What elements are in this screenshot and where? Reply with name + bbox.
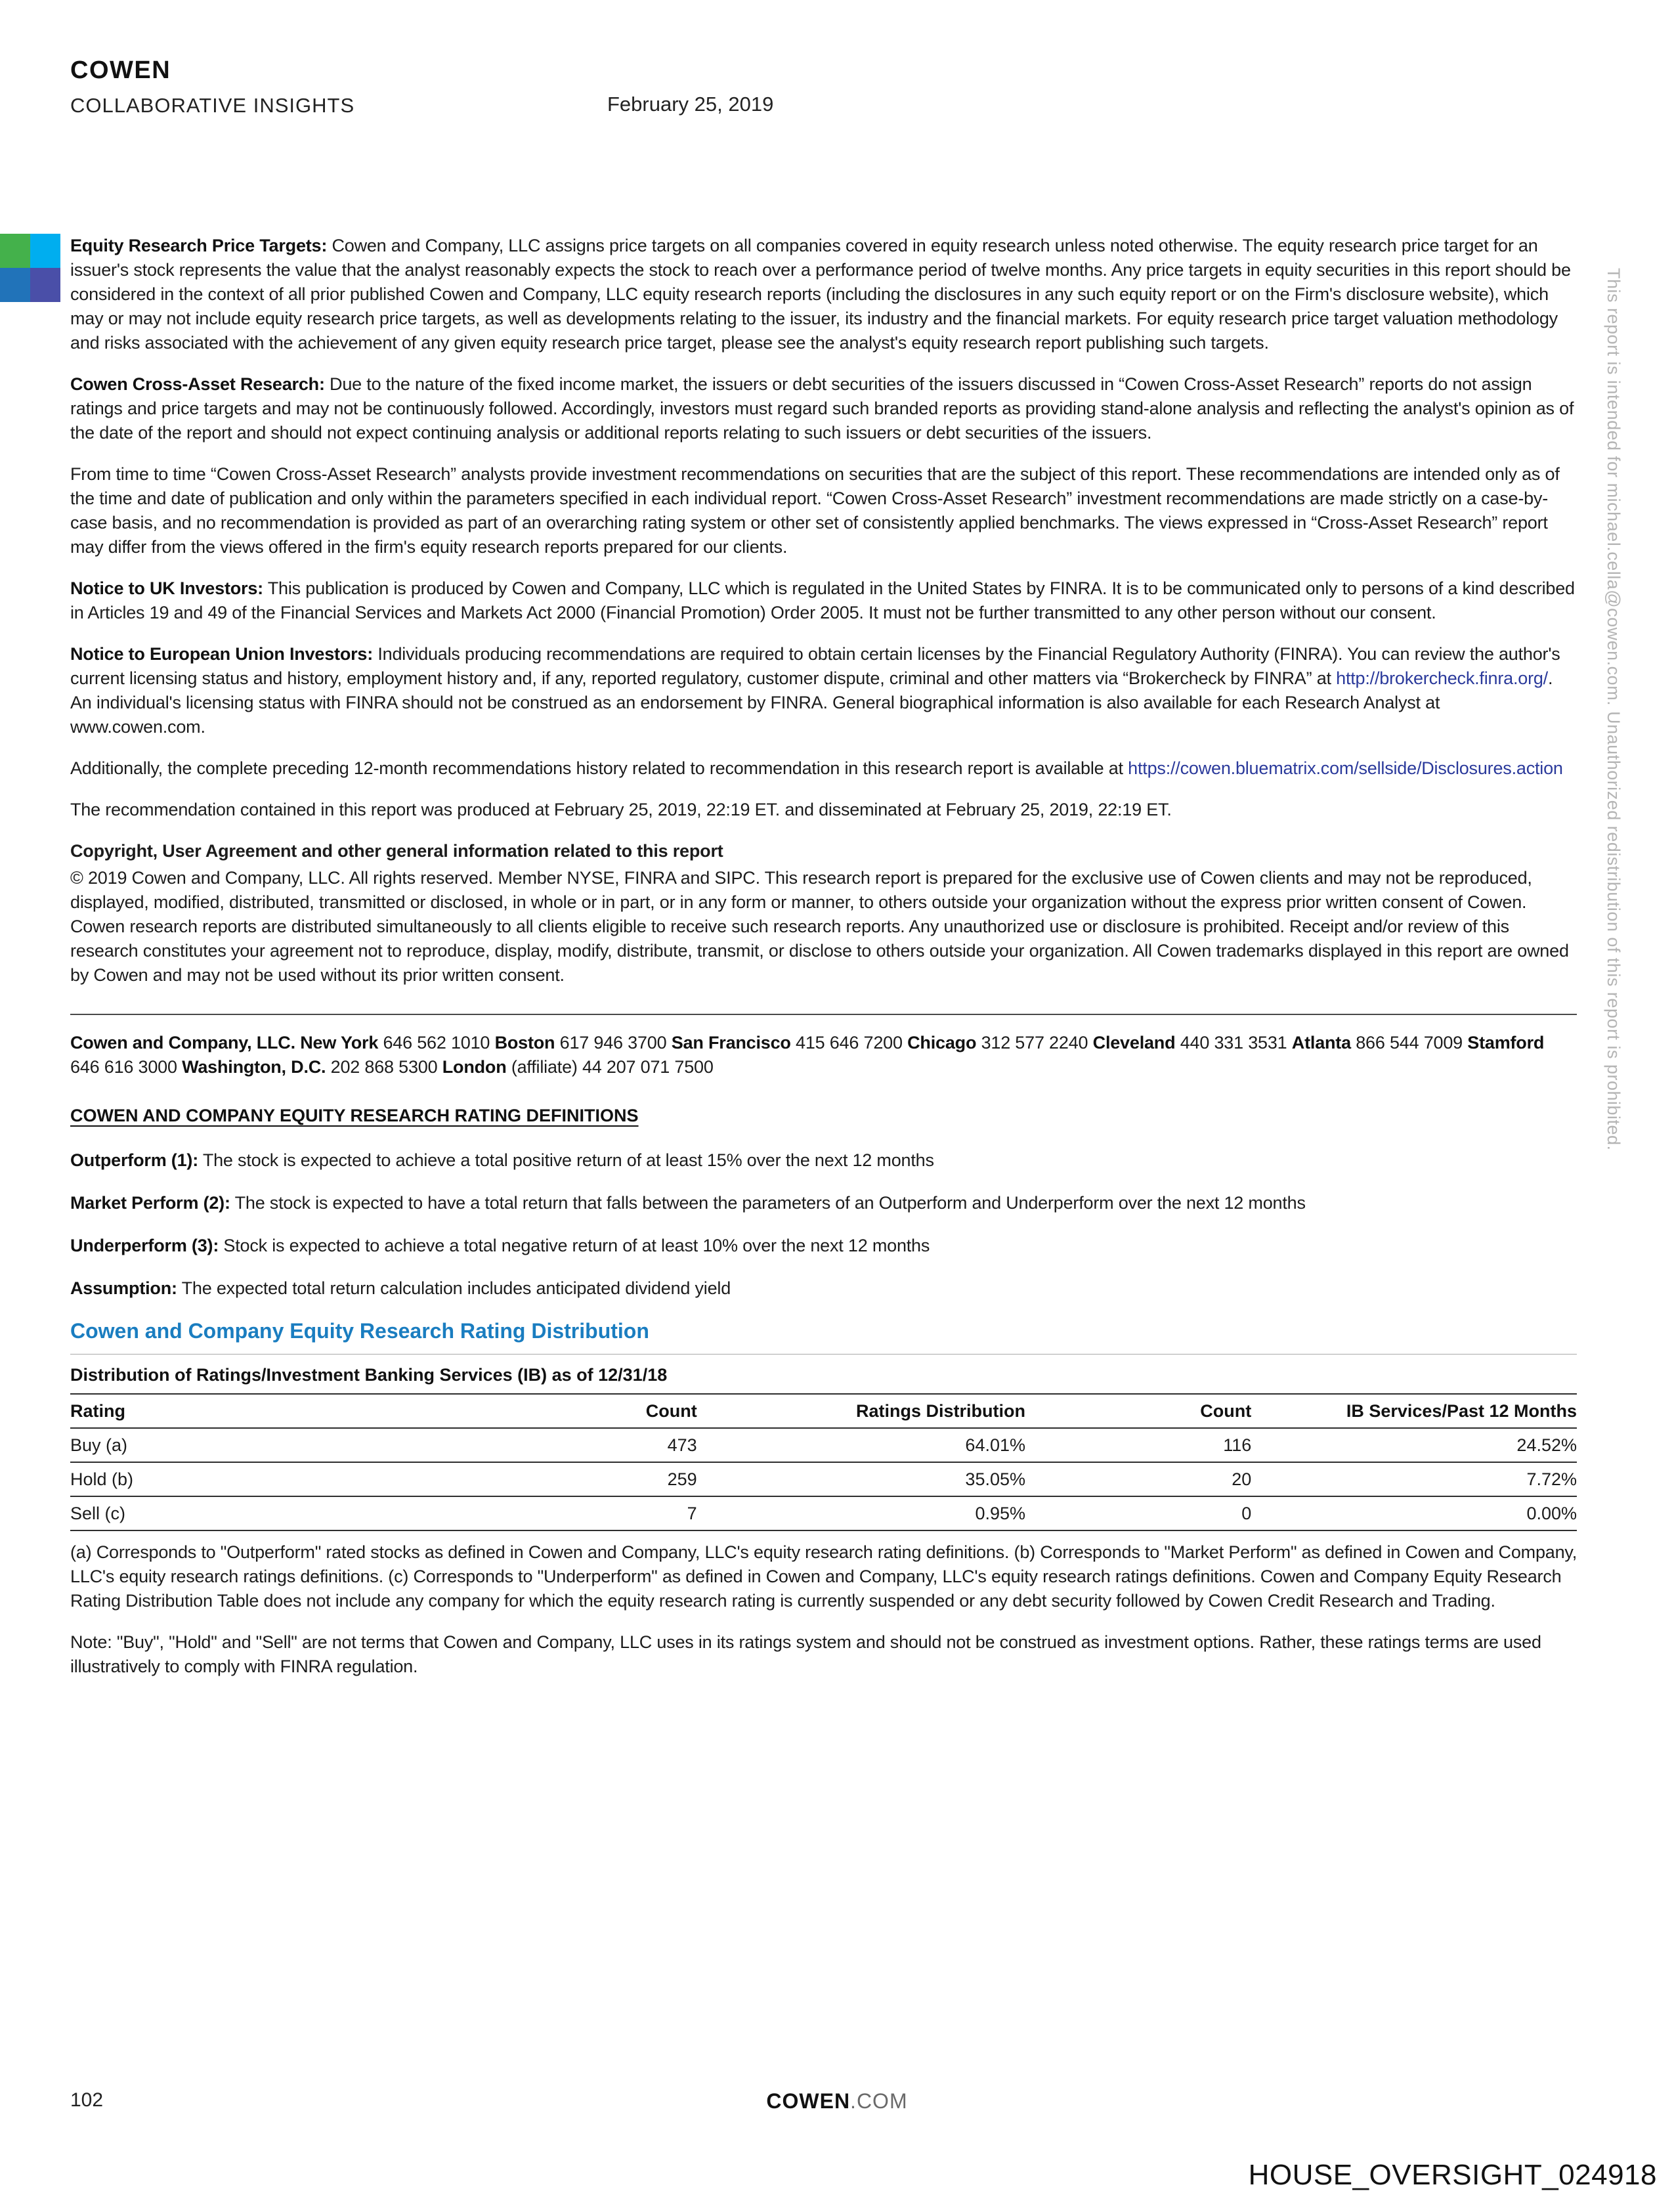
definition-text: The stock is expected to have a total return that falls between the parameters of an Outperform and Underperform over the next 12 months bbox=[230, 1193, 1306, 1213]
paragraph-lead: Cowen Cross-Asset Research: bbox=[70, 374, 325, 394]
brokercheck-link[interactable]: http://brokercheck.finra.org/ bbox=[1336, 668, 1548, 688]
contact-phone: 202 868 5300 bbox=[330, 1057, 438, 1077]
contact-pair bbox=[907, 1033, 1088, 1052]
contact-pair bbox=[1292, 1033, 1463, 1052]
paragraph-recommendations-history bbox=[70, 756, 1577, 781]
divider bbox=[70, 1014, 1577, 1015]
cell-count: 7 bbox=[398, 1496, 697, 1530]
footer-brand bbox=[0, 2089, 1674, 2114]
table-row bbox=[70, 1462, 1577, 1496]
definition-text: Stock is expected to achieve a total negative return of at least 10% over the next 12 months bbox=[219, 1236, 930, 1255]
rating-definitions-heading: COWEN AND COMPANY EQUITY RESEARCH RATING DEFINITIONS bbox=[70, 1106, 639, 1125]
contact-pair bbox=[442, 1057, 714, 1077]
contact-pair bbox=[495, 1033, 667, 1052]
contact-pair bbox=[1093, 1033, 1287, 1052]
contact-phone: 440 331 3531 bbox=[1180, 1033, 1287, 1052]
cowen-logo bbox=[0, 234, 60, 302]
copyright-heading: Copyright, User Agreement and other general information related to this report bbox=[70, 841, 723, 861]
page-header bbox=[70, 56, 1576, 118]
logo-square-blue bbox=[0, 268, 30, 302]
logo-square-cyan bbox=[30, 234, 60, 268]
rating-distribution-table bbox=[70, 1393, 1577, 1531]
paragraph-lead: Equity Research Price Targets: bbox=[70, 236, 328, 255]
cell-ib-count: 116 bbox=[1025, 1428, 1251, 1462]
column-header: Rating bbox=[70, 1394, 398, 1428]
contact-city: Atlanta bbox=[1291, 1033, 1351, 1052]
brand-wordmark: COWEN bbox=[70, 56, 171, 84]
table-row bbox=[70, 1428, 1577, 1462]
table-footnote: (a) Corresponds to "Outperform" rated stocks as defined in Cowen and Company, LLC's equity research rating definitions. (b) Corresponds to "Market Perform" as defined in Cowen and Company, LLC's equity research ratings definitions. (c) Corresponds to "Underperform" as defined in Cowen and Company, LLC's equity research ratings definitions. Cowen and Company Equity Research Rating Distribution Table does not include any company for which the equity research rating is currently suspended or any debt security followed by Cowen Credit Research and Trading. bbox=[70, 1542, 1577, 1611]
contact-city: Boston bbox=[494, 1033, 555, 1052]
paragraph-text: The recommendation contained in this report was produced at February 25, 2019, 22:19 ET. and disseminated at February 25, 2019, 22:19 ET. bbox=[70, 800, 1172, 819]
cell-distribution: 64.01% bbox=[697, 1428, 1025, 1462]
paragraph-eu-investors bbox=[70, 642, 1577, 739]
paragraph-lead: Notice to European Union Investors: bbox=[70, 644, 374, 664]
office-contacts bbox=[70, 1031, 1577, 1079]
page-number: 102 bbox=[70, 2089, 104, 2111]
cell-distribution: 35.05% bbox=[697, 1462, 1025, 1496]
distribution-watermark: This report is intended for michael.cella@cowen.com. Unauthorized redistribution of this report is prohibited. bbox=[1604, 268, 1623, 1151]
contact-city: San Francisco bbox=[671, 1033, 791, 1052]
cell-ib-count: 20 bbox=[1025, 1462, 1251, 1496]
paragraph-text: Cowen and Company, LLC assigns price targets on all companies covered in equity research unless noted otherwise. The equity research price target for an issuer's stock represents the value that the analyst reasonably expects the stock to reach over a performance period of twelve months. Any price targets in equity securities in this report should be considered in the context of all prior published Cowen and Company, LLC equity research reports (including the disclosures in any such equity report or on the Firm's disclosure website), which may or may not include equity research price targets, as well as developments relating to the issuer, its industry and the financial markets. For equity research price target valuation methodology and risks associated with the achievement of any given equity research price target, please see the analyst's equity research report publishing such targets. bbox=[70, 236, 1571, 353]
column-header: Ratings Distribution bbox=[697, 1394, 1025, 1428]
cell-rating: Sell (c) bbox=[70, 1496, 398, 1530]
contact-city: Washington, D.C. bbox=[182, 1057, 326, 1077]
contact-city: Chicago bbox=[907, 1033, 977, 1052]
definition-assumption bbox=[70, 1276, 1577, 1301]
cell-ib-pct: 0.00% bbox=[1251, 1496, 1577, 1530]
paragraph-text: Due to the nature of the fixed income market, the issuers or debt securities of the issuers discussed in “Cowen Cross-Asset Research” reports do not assign ratings and price targets and may not be continuously followed. Accordingly, investors must regard such branded reports as providing stand-alone analysis and reflecting the analyst's opinion as of the date of the report and should not expect continuing analysis or additional reports relating to such issuers or debt securities of the issuers. bbox=[70, 374, 1574, 443]
definition-lead: Outperform (1): bbox=[70, 1150, 198, 1170]
cell-ib-count: 0 bbox=[1025, 1496, 1251, 1530]
definition-underperform bbox=[70, 1234, 1577, 1258]
definition-market-perform bbox=[70, 1191, 1577, 1215]
contact-pair bbox=[672, 1033, 903, 1052]
paragraph-price-targets bbox=[70, 234, 1577, 355]
definition-lead: Assumption: bbox=[70, 1278, 177, 1298]
contact-phone: 617 946 3700 bbox=[559, 1033, 667, 1052]
paragraph-text: Individuals producing recommendations are required to obtain certain licenses by the Financial Regulatory Authority (FINRA). You can review the author's current licensing status and history, employment history and, if any, reported regulatory, customer dispute, criminal and other matters via “Brokercheck by FINRA” at bbox=[70, 644, 1560, 688]
paragraph-produced bbox=[70, 798, 1577, 822]
contact-phone: 415 646 7200 bbox=[796, 1033, 903, 1052]
cell-ib-pct: 7.72% bbox=[1251, 1462, 1577, 1496]
cell-rating: Hold (b) bbox=[70, 1462, 398, 1496]
contact-pair bbox=[182, 1057, 437, 1077]
definition-text: The stock is expected to achieve a total positive return of at least 15% over the next 12 months bbox=[198, 1150, 934, 1170]
footer-brand-name: COWEN bbox=[766, 2089, 851, 2113]
contact-phone: 646 562 1010 bbox=[383, 1033, 490, 1052]
table-row bbox=[70, 1496, 1577, 1530]
cell-count: 259 bbox=[398, 1462, 697, 1496]
contact-city: London bbox=[442, 1057, 507, 1077]
paragraph-cross-asset bbox=[70, 372, 1577, 445]
divider bbox=[70, 1354, 1577, 1355]
ratings-note: Note: "Buy", "Hold" and "Sell" are not terms that Cowen and Company, LLC uses in its ratings system and should not be construed as investment options. Rather, these ratings terms are used illustratively to comply with FINRA regulation. bbox=[70, 1632, 1541, 1676]
contact-city: Stamford bbox=[1467, 1033, 1545, 1052]
paragraph-text: This publication is produced by Cowen and Company, LLC which is regulated in the United States by FINRA. It is to be communicated only to persons of a kind described in Articles 19 and 49 of the Financial Services and Markets Act 2000 (Financial Promotion) Order 2005. It must not be further transmitted to any other person without our consent. bbox=[70, 578, 1575, 622]
paragraph-copyright bbox=[70, 866, 1577, 987]
rating-distribution-subtitle: Distribution of Ratings/Investment Banking Services (IB) as of 12/31/18 bbox=[70, 1365, 668, 1385]
cell-rating: Buy (a) bbox=[70, 1428, 398, 1462]
report-date: February 25, 2019 bbox=[607, 93, 774, 116]
cell-distribution: 0.95% bbox=[697, 1496, 1025, 1530]
contact-phone: 866 544 7009 bbox=[1356, 1033, 1463, 1052]
contact-city: Cleveland bbox=[1092, 1033, 1176, 1052]
contact-phone: (affiliate) 44 207 071 7500 bbox=[511, 1057, 714, 1077]
paragraph-from-time bbox=[70, 462, 1577, 559]
report-series-title: COLLABORATIVE INSIGHTS bbox=[70, 94, 355, 117]
disclosure-content bbox=[70, 234, 1577, 1696]
paragraph-text: © 2019 Cowen and Company, LLC. All rights reserved. Member NYSE, FINRA and SIPC. This research report is prepared for the exclusive use of Cowen clients and may not be reproduced, displayed, modified, distributed, transmitted or disclosed, in whole or in part, or in any form or manner, to others outside your organization without the express prior written consent of Cowen. Cowen research reports are distributed simultaneously to all clients eligible to receive such research reports. Any unauthorized use or disclosure is prohibited. Receipt and/or review of this research constitutes your agreement not to reproduce, display, modify, distribute, transmit, or disclose to others outside your organization. All Cowen trademarks displayed in this report are owned by Cowen and may not be used without its prior written consent. bbox=[70, 868, 1569, 985]
cell-ib-pct: 24.52% bbox=[1251, 1428, 1577, 1462]
rating-distribution-title: Cowen and Company Equity Research Rating Distribution bbox=[70, 1319, 649, 1343]
logo-square-indigo bbox=[30, 268, 60, 302]
logo-square-green bbox=[0, 234, 30, 268]
paragraph-text: . An individual's licensing status with FINRA should not be construed as an endorsement by FINRA. General biographical information is also available for each Research Analyst at www.cowen.com. bbox=[70, 668, 1553, 737]
table-header-row bbox=[70, 1394, 1577, 1428]
contact-phone: 646 616 3000 bbox=[70, 1057, 177, 1077]
contact-city: Cowen and Company, LLC. New York bbox=[70, 1033, 379, 1052]
definition-lead: Underperform (3): bbox=[70, 1236, 219, 1255]
paragraph-text: Additionally, the complete preceding 12-month recommendations history related to recommendation in this research report is available at bbox=[70, 758, 1128, 778]
contact-phone: 312 577 2240 bbox=[981, 1033, 1088, 1052]
paragraph-lead: Notice to UK Investors: bbox=[70, 578, 263, 598]
definition-lead: Market Perform (2): bbox=[70, 1193, 230, 1213]
column-header: Count bbox=[398, 1394, 697, 1428]
cell-count: 473 bbox=[398, 1428, 697, 1462]
column-header: IB Services/Past 12 Months bbox=[1251, 1394, 1577, 1428]
definition-outperform bbox=[70, 1148, 1577, 1173]
bates-stamp: HOUSE_OVERSIGHT_024918 bbox=[1248, 2159, 1657, 2191]
paragraph-uk-investors bbox=[70, 576, 1577, 625]
paragraph-text: From time to time “Cowen Cross-Asset Research” analysts provide investment recommendations on securities that are the subject of this report. These recommendations are intended only as of the time and date of publication and only within the parameters specified in each individual report. “Cowen Cross-Asset Research” investment recommendations are made strictly on a case-by-case basis, and no recommendation is provided as part of an overarching rating system or other set of consistently applied benchmarks. The views expressed in “Cross-Asset Research” report may differ from the views offered in the firm's equity research reports prepared for our clients. bbox=[70, 464, 1560, 557]
footer-brand-suffix: .COM bbox=[850, 2089, 908, 2113]
column-header: Count bbox=[1025, 1394, 1251, 1428]
contact-pair bbox=[70, 1033, 490, 1052]
disclosures-link[interactable]: https://cowen.bluematrix.com/sellside/Disclosures.action bbox=[1128, 758, 1563, 778]
definition-text: The expected total return calculation includes anticipated dividend yield bbox=[177, 1278, 731, 1298]
